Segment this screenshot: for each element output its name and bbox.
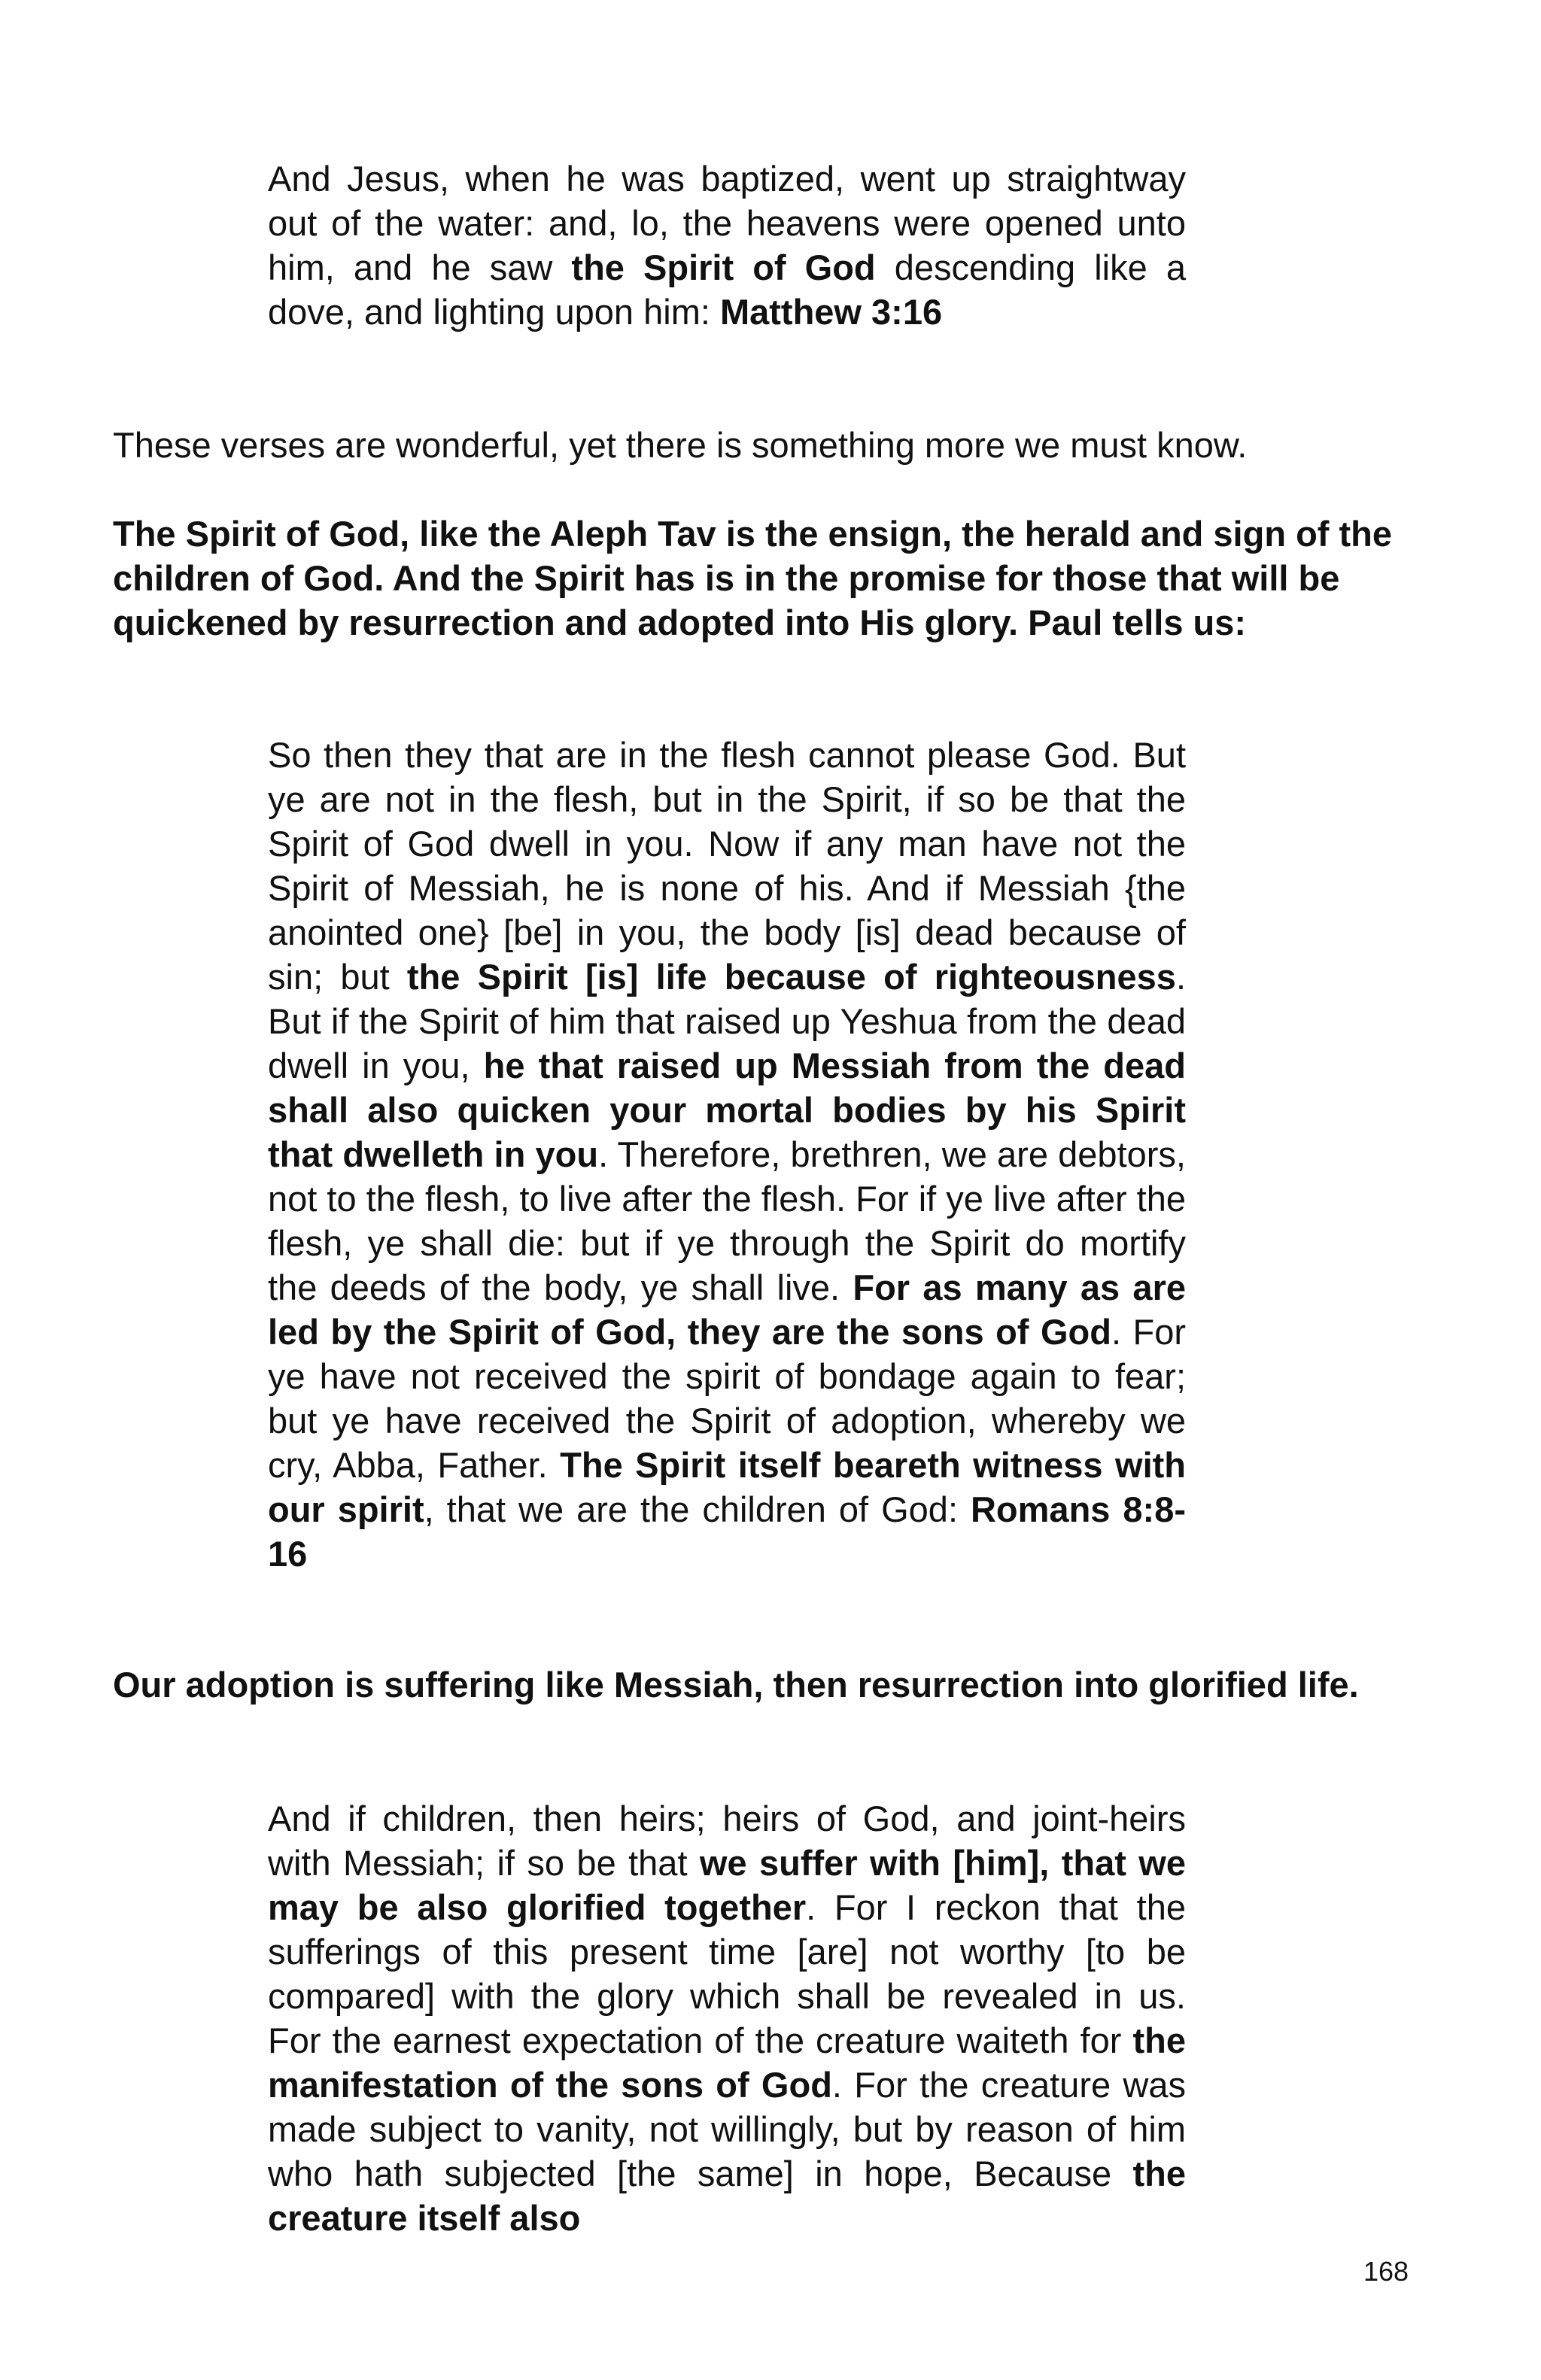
quote-text: And Jesus, when he was baptized, went up straightway out of the water: and, lo, the heavens were opened unto him, and he saw (268, 159, 1186, 287)
bold-paragraph: The Spirit of God, like the Aleph Tav is the ensign, the herald and sign of the children of God. And the Spirit has is in the promise for those that will be quickened by resurrection and adopted into His glory. Paul tells us: (113, 514, 1393, 642)
scripture-reference: Matthew 3:16 (719, 292, 943, 332)
quote-emphasis: For as many as are led by the Spirit of God, they are the sons of God (268, 1267, 1186, 1352)
quote-text: And if children, then heirs; heirs of God, and joint-heirs with Messiah; if so be that (268, 1799, 1186, 1883)
quote-emphasis: the manifestation of the sons of God (268, 2020, 1186, 2105)
quote-text: . Therefore, brethren, we are debtors, not to the flesh, to live after the flesh. For if ye live after the flesh, ye shall die: but if ye through the Spirit do mortify the deeds of the body, ye shall live. (268, 1134, 1187, 1307)
quote-emphasis: the creature itself also (268, 2154, 1186, 2238)
body-paragraph: These verses are wonderful, yet there is something more we must know. (113, 425, 1248, 465)
quote-text: . But if the Spirit of him that raised up Yeshua from the dead dwell in you, (268, 957, 1186, 1085)
quote-text: descending like a dove, and lighting upon him: (268, 247, 1186, 332)
quote-text: , that we are the children of God: (424, 1489, 971, 1529)
quote-text: . For the creature was made subject to vanity, not willingly, but by reason of him who hath subjected [the same] in hope, Because (268, 2065, 1186, 2193)
quote-emphasis: The Spirit itself beareth witness with our spirit (268, 1445, 1186, 1529)
quote-text: So then they that are in the flesh cannot please God. But ye are not in the flesh, but in the Spirit, if so be that the Spirit of God dwell in you. Now if any man have not the Spirit of Messiah, he is none of his. And if Messiah {the anointed one} [be] in you, the body [is] dead because of sin; but (268, 735, 1186, 997)
quote-emphasis: he that raised up Messiah from the dead shall also quicken your mortal bodies by his Spirit that dwelleth in you (268, 1046, 1187, 1174)
scripture-quote-romans-continued (268, 1796, 1186, 2240)
quote-emphasis: the Spirit of God (571, 247, 876, 287)
scripture-reference: Romans 8:8-16 (268, 1489, 1186, 1574)
quote-text: . For ye have not received the spirit of bondage again to fear; but ye have received the Spirit of adoption, whereby we cry, Abba, Father. (268, 1312, 1186, 1485)
scripture-quote-matthew (268, 156, 1186, 334)
page-number: 168 (1363, 2256, 1409, 2287)
scripture-quote-romans (268, 733, 1186, 1576)
quote-emphasis: we suffer with [him], that we may be also glorified together (268, 1843, 1186, 1927)
bold-paragraph: Our adoption is suffering like Messiah, then resurrection into glorified life. (113, 1665, 1359, 1705)
quote-text: . For I reckon that the sufferings of this present time [are] not worthy [to be compared] with the glory which shall be revealed in us. For the earnest expectation of the creature waiteth for (268, 1887, 1186, 2060)
quote-emphasis: the Spirit [is] life because of righteousness (406, 957, 1176, 997)
